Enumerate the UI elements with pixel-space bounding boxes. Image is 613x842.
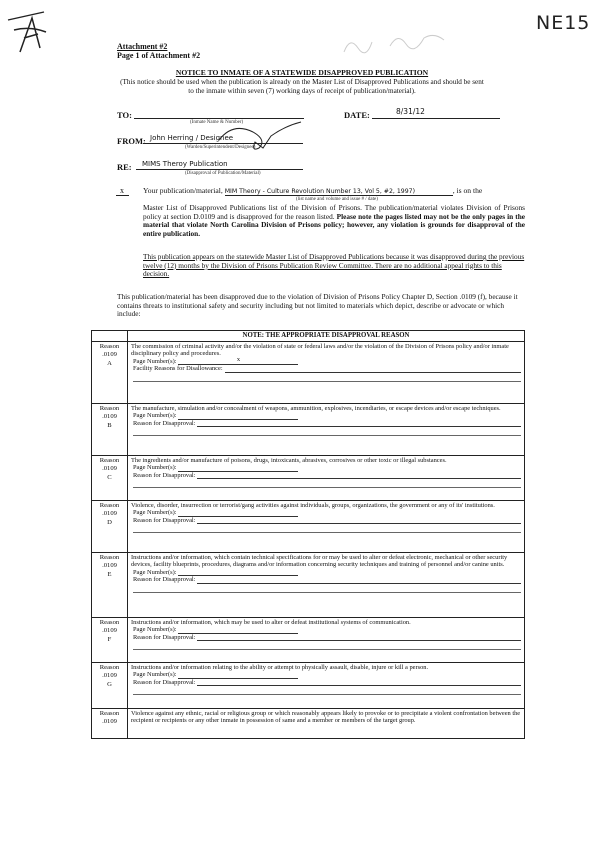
- reason-row: [92, 662, 525, 708]
- page-number-line: [133, 464, 521, 472]
- corner-code-stamp: NE15: [536, 12, 591, 34]
- to-caption: (Inmate Name & Number): [190, 120, 244, 125]
- disapproval-reasons-table: [91, 330, 525, 739]
- reason-description-cell: [128, 341, 525, 403]
- date-label: DATE:: [344, 110, 370, 120]
- reason-code-cell: [92, 617, 128, 662]
- reason-for-disapproval-line: [133, 365, 521, 373]
- reason-reason: Reason: [99, 501, 120, 509]
- reason-for-disapproval-field: [197, 420, 521, 427]
- page-number-label: Page Number(s):: [133, 357, 177, 365]
- reason-for-disapproval-label: Facility Reasons for Disallowance:: [133, 365, 223, 373]
- reason-description-cell: [128, 617, 525, 662]
- reason-for-disapproval-line: [133, 472, 521, 480]
- blank-answer-line: [133, 481, 521, 488]
- table-header-row: [92, 331, 525, 342]
- notice-subtitle: (This notice should be used when the publication is already on the Master List of Disapproved Publications and should be sent to the inmate within seven (7) working days of receipt of publication/material).: [120, 78, 484, 95]
- page-number-line: [133, 671, 521, 679]
- page-number-label: Page Number(s):: [133, 464, 177, 472]
- blank-answer-line: [133, 643, 521, 650]
- page-number-label: Page Number(s):: [133, 626, 177, 634]
- checkbox-mark: x: [120, 186, 124, 195]
- page-label: Page 1 of Attachment #2: [117, 51, 201, 60]
- blank-answer-line: [133, 526, 521, 533]
- reason-for-disapproval-label: Reason for Disapproval:: [133, 678, 196, 686]
- reason-text: The ingredients and/or manufacture of poisons, drugs, intoxicants, abrasives, corrosives or other toxic or illegal substances.: [131, 456, 447, 464]
- reason-description-cell: [128, 708, 525, 738]
- signature-scribble: [215, 118, 305, 154]
- reason-code-cell: [92, 708, 128, 738]
- from-field: John Herring / Designee: [150, 134, 234, 142]
- reason-code-cell: [92, 552, 128, 617]
- handwritten-initials-mark: [6, 8, 56, 56]
- reason-description-cell: [128, 403, 525, 455]
- reason-code-cell: [92, 500, 128, 552]
- reason-row: [92, 403, 525, 455]
- reason-description-cell: [128, 552, 525, 617]
- checkbox-line: [116, 195, 129, 196]
- page-number-label: Page Number(s):: [133, 671, 177, 679]
- page-number-field: [178, 672, 298, 679]
- reason-row: [92, 617, 525, 662]
- faint-handwriting-mark: [340, 22, 450, 62]
- reason-description-cell: [128, 455, 525, 500]
- reason-for-disapproval-label: Reason for Disapproval:: [133, 419, 196, 427]
- reason-letter: C: [107, 473, 112, 481]
- blank-answer-line: [133, 429, 521, 436]
- reason-code: .0109: [102, 627, 117, 635]
- publication-after: , is on the: [452, 186, 483, 195]
- from-label: FROM:: [117, 136, 146, 146]
- reason-code-cell: [92, 662, 128, 708]
- reason-text: Instructions and/or information, which may be used to alter or defeat institutional systems of communication.: [131, 618, 411, 626]
- reason-code-cell: [92, 455, 128, 500]
- publication-caption: (list name and volume and issue # / date): [296, 197, 378, 202]
- reason-for-disapproval-line: [133, 679, 521, 687]
- date-field-line: [372, 118, 500, 119]
- reason-description-cell: [128, 662, 525, 708]
- reason-row: [92, 708, 525, 738]
- reason-for-disapproval-field: [197, 679, 521, 686]
- re-caption: (Disapproval of Publication/Material): [185, 171, 261, 176]
- reason-reason: Reason: [99, 618, 120, 626]
- reason-row: [92, 500, 525, 552]
- page-number-field: x: [178, 358, 298, 365]
- reason-code-cell: [92, 403, 128, 455]
- reason-reason: Reason: [99, 553, 120, 561]
- reason-code: .0109: [102, 562, 117, 570]
- reason-text: The manufacture, simulation and/or concealment of weapons, ammunition, explosives, incendiaries, or escape devices and/or escape techniques.: [131, 404, 501, 412]
- reason-for-disapproval-field: [197, 577, 521, 584]
- page-number-line: [133, 569, 521, 577]
- reason-for-disapproval-label: Reason for Disapproval:: [133, 576, 196, 584]
- to-label: TO:: [117, 110, 132, 120]
- page-number-field: [178, 510, 298, 517]
- reason-code: .0109: [102, 718, 117, 726]
- attachment-label: Attachment #2: [117, 42, 168, 51]
- reason-letter: F: [107, 635, 112, 643]
- reason-for-disapproval-label: Reason for Disapproval:: [133, 471, 196, 479]
- page-number-label: Page Number(s):: [133, 568, 177, 576]
- reason-reason: Reason: [99, 709, 120, 717]
- reason-row: [92, 552, 525, 617]
- re-field: MIMS Theroy Publication: [142, 160, 228, 168]
- page-number-label: Page Number(s):: [133, 412, 177, 420]
- page-number-field: [178, 465, 298, 472]
- reason-letter: B: [107, 421, 112, 429]
- page-number-line: [133, 412, 521, 420]
- publication-sentence: [143, 186, 525, 196]
- reason-for-disapproval-field: [197, 634, 521, 641]
- page-number-field: [178, 627, 298, 634]
- from-caption: (Warden/Superintendent/Designee): [185, 145, 256, 150]
- blank-answer-line: [133, 688, 521, 695]
- page-number-field: [178, 413, 298, 420]
- reason-for-disapproval-label: Reason for Disapproval:: [133, 516, 196, 524]
- date-field: 8/31/12: [396, 107, 425, 116]
- reason-letter: E: [107, 570, 112, 578]
- paragraph1-bold-note: Please note the pages listed may not be the only pages in the material that violate North Carolina Division of Prisons policy; however, any violation is grounds for disapproval of the entire publication.: [143, 211, 525, 239]
- reason-for-disapproval-line: [133, 517, 521, 525]
- reason-text: Instructions and/or information, which contain technical specifications for or may be used to alter or defeat electronic, mechanical or other security devices, facility blueprints, procedures, diagrams and/or information concerning security techniques and training of personnel and/or canine units.: [131, 553, 508, 569]
- reason-for-disapproval-field: [197, 517, 521, 524]
- policy-paragraph: This publication/material has been disapproved due to the violation of Division of Prisons Policy Chapter D, Section .0109 (f), because it contains threats to institutional safety and security including but not limited to materials which depict, describe or advocate or which include:: [117, 292, 518, 319]
- reason-text: Violence, disorder, insurrection or terrorist/gang activities against individuals, groups, organizations, the government or any of its' institutions.: [131, 501, 495, 509]
- reason-text: Instructions and/or information relating to the ability or attempt to physically assault, disable, injure or kill a person.: [131, 663, 429, 671]
- reason-for-disapproval-line: [133, 634, 521, 642]
- reason-text: Violence against any ethnic, racial or religious group or which reasonably appears likely to provoke or to precipitate a violent confrontation between the recipient or recipients or any other inmate in possession of same and a member or members of the target group.: [131, 709, 521, 725]
- reason-code: .0109: [102, 465, 117, 473]
- page-number-label: Page Number(s):: [133, 509, 177, 517]
- publication-lead: Your publication/material,: [143, 186, 223, 195]
- page-number-line: [133, 626, 521, 634]
- reason-reason: Reason: [99, 663, 120, 671]
- reason-code: .0109: [102, 510, 117, 518]
- reason-code: .0109: [102, 413, 117, 421]
- reason-for-disapproval-line: [133, 420, 521, 428]
- table-header: NOTE: THE APPROPRIATE DISAPPROVAL REASON: [128, 331, 525, 342]
- reason-for-disapproval-label: Reason for Disapproval:: [133, 633, 196, 641]
- paragraph1-body: Master List of Disapproved Publications list of the Division of Prisons. The publication/material violates Division of Prisons policy at section D.0109 and is disapproved for the reason listed.: [143, 203, 525, 221]
- reason-text: The commission of criminal activity and/or the violation of state or federal laws and/or the violation of the Division of Prisons policy and/or inmate disciplinary policy and procedures.: [131, 342, 509, 358]
- reason-letter: A: [107, 359, 112, 367]
- publication-name: MIM Theory - Culture Revolution Number 13, Vol 5, #2, 1997): [225, 188, 453, 196]
- reason-reason: Reason: [99, 404, 120, 412]
- reason-for-disapproval-field: [225, 366, 521, 373]
- reason-row: [92, 455, 525, 500]
- re-field-line: [136, 169, 303, 170]
- page-number-line: [133, 358, 521, 366]
- master-list-paragraph: This publication appears on the statewide Master List of Disapproved Publications because it was disapproved during the previous twelve (12) months by the Division of Prisons Publication Review Committee. There are no additional appeal rights to this decision.: [143, 252, 525, 279]
- disapproval-paragraph: [143, 204, 525, 239]
- reason-letter: G: [107, 680, 112, 688]
- page-number-field: [178, 569, 298, 576]
- reason-for-disapproval-line: [133, 576, 521, 584]
- reason-code-cell: [92, 341, 128, 403]
- blank-answer-line: [133, 375, 521, 382]
- re-label: RE:: [117, 162, 132, 172]
- reason-code: .0109: [102, 672, 117, 680]
- notice-title: NOTICE TO INMATE OF A STATEWIDE DISAPPROVED PUBLICATION: [175, 68, 429, 77]
- reason-reason: Reason: [99, 342, 120, 350]
- blank-answer-line: [133, 586, 521, 593]
- reason-letter: D: [107, 518, 112, 526]
- page-number-line: [133, 509, 521, 517]
- reason-code: .0109: [102, 351, 117, 359]
- reason-reason: Reason: [99, 456, 120, 464]
- reason-for-disapproval-field: [197, 472, 521, 479]
- reason-description-cell: [128, 500, 525, 552]
- reason-row: [92, 341, 525, 403]
